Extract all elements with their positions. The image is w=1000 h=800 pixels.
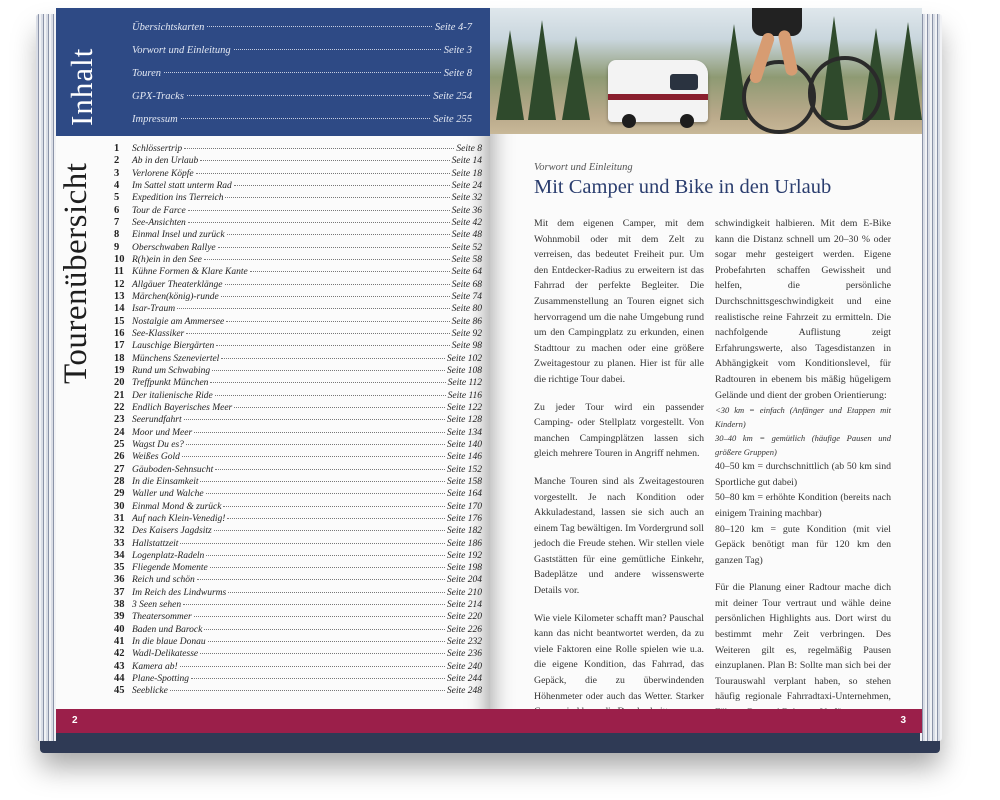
tour-number: 34 — [114, 549, 125, 561]
leader-dots — [227, 234, 450, 235]
tour-page: Seite 248 — [446, 686, 482, 697]
leader-dots — [188, 222, 450, 223]
tour-number: 32 — [114, 525, 125, 537]
tour-number: 17 — [114, 340, 125, 352]
tour-number: 38 — [114, 599, 125, 611]
contents-entry[interactable] — [132, 45, 472, 68]
tour-name: Im Reich des Lindwurms — [132, 587, 227, 598]
tour-number: 35 — [114, 562, 125, 574]
tour-number: 39 — [114, 611, 125, 623]
page-number: 2 — [72, 715, 78, 726]
tour-row[interactable] — [114, 414, 482, 426]
leader-dots — [218, 247, 450, 248]
leader-dots — [183, 604, 445, 605]
camper-wheel — [680, 114, 694, 128]
tour-page: Seite 210 — [446, 587, 482, 598]
tree — [496, 30, 524, 120]
tour-page: Seite 170 — [446, 501, 482, 512]
tour-row[interactable] — [114, 562, 482, 574]
tour-name: Verlorene Köpfe — [132, 168, 194, 179]
tour-name: Reich und schön — [132, 575, 195, 586]
paragraph: Manche Touren sind als Zweitagestouren vorgestellt. Je nach Kondition oder Akkuladestand, lassen sie sich auch an einem Tag bewältigen. Im Vordergrund soll jedoch die Freude stehen. Wir stellen viele Gaststätten für eine gemütliche Einkehr, Badeplätze und andere wissenswerte Details vor. — [534, 475, 705, 597]
contents-entry[interactable] — [132, 68, 472, 91]
tour-number: 5 — [114, 192, 120, 204]
tree — [562, 36, 590, 120]
tour-name: Auf nach Klein-Venedig! — [132, 513, 226, 524]
paragraph: schwindigkeit halbieren. Mit dem E-Bike kann die Distanz schnell um 20–30 % oder sogar mehr gesteigert werden. Eigene Probefahrten schaffen Gewissheit und helfen, die persönliche Durchschnittsgeschwindigkeit und eine realistische reine Fahrzeit zu ermitteln. Die nachfolgende Auflistung zeigt Erfahrungswerte, also Tagesdistanzen in Abhängigkeit vom Konditionslevel, für Radtouren in ebenem bis mäßig hügeligem Gelände und dient der groben Orientierung: — [715, 218, 891, 401]
tour-number: 29 — [114, 488, 125, 500]
leader-dots — [228, 592, 445, 593]
tour-name: Einmal Mond & zurück — [132, 501, 222, 512]
tour-row[interactable] — [114, 488, 482, 500]
leader-dots — [184, 148, 454, 149]
tour-name: Theatersommer — [132, 612, 192, 623]
tour-name: Hallstattzeit — [132, 538, 179, 549]
tour-number: 9 — [114, 241, 120, 253]
tour-row[interactable] — [114, 661, 482, 673]
tour-row[interactable] — [114, 365, 482, 377]
tour-number: 30 — [114, 500, 125, 512]
leader-dots — [200, 653, 445, 654]
tour-name: Logenplatz-Radeln — [132, 550, 205, 561]
tour-page: Seite 220 — [446, 612, 482, 623]
tour-list — [114, 143, 482, 698]
tour-name: Baden und Barock — [132, 624, 203, 635]
leader-dots — [234, 49, 441, 50]
tour-number: 22 — [114, 401, 125, 413]
leader-dots — [186, 444, 445, 445]
tour-name: Expedition ins Tierreich — [132, 193, 224, 204]
entry-page: Seite 3 — [443, 45, 472, 56]
leader-dots — [226, 321, 449, 322]
leader-dots — [170, 690, 445, 691]
left-page — [56, 8, 490, 733]
distance-level: 30–40 km = gemütlich (häufige Pausen und größere Gruppen) — [715, 433, 891, 458]
entry-page: Seite 8 — [443, 68, 472, 79]
tour-row[interactable] — [114, 685, 482, 697]
contents-entry[interactable] — [132, 114, 472, 137]
tour-name: Plane-Spotting — [132, 674, 189, 685]
tour-row[interactable] — [114, 451, 482, 463]
tour-number: 15 — [114, 315, 125, 327]
leader-dots — [182, 456, 445, 457]
cyclist — [752, 8, 802, 36]
tour-page: Seite 42 — [451, 217, 482, 228]
tour-number: 12 — [114, 278, 125, 290]
leader-dots — [210, 567, 445, 568]
leader-dots — [206, 493, 445, 494]
tour-number: 1 — [114, 143, 120, 154]
tour-number: 20 — [114, 377, 125, 389]
tour-name: Tour de Farce — [132, 205, 186, 216]
tour-number: 8 — [114, 229, 120, 241]
contents-list — [132, 22, 472, 137]
tour-number: 41 — [114, 636, 125, 648]
tour-number: 7 — [114, 216, 120, 228]
tour-number: 13 — [114, 290, 125, 302]
tour-name: Seeblicke — [132, 686, 168, 697]
camper-stripe — [608, 94, 708, 100]
paragraph: Zu jeder Tour wird ein passender Camping- oder Stellplatz vorgestellt. Von manchen Campingplätzen lassen sich gleich mehrere Touren in Angriff nehmen. — [534, 401, 704, 460]
tour-page: Seite 204 — [446, 575, 482, 586]
entry-label: Impressum — [132, 114, 178, 125]
camper-wheel — [622, 114, 636, 128]
tour-page: Seite 236 — [446, 649, 482, 660]
tour-number: 31 — [114, 512, 125, 524]
tour-number: 6 — [114, 204, 120, 216]
text-column-left — [534, 216, 704, 720]
tour-row[interactable] — [114, 340, 482, 352]
tour-name: Ab in den Urlaub — [132, 156, 199, 167]
tour-name: Der italienische Ride — [132, 390, 213, 401]
leader-dots — [164, 72, 441, 73]
tour-name: Wagst Du es? — [132, 439, 184, 450]
tour-page: Seite 58 — [451, 254, 482, 265]
tour-page: Seite 98 — [451, 341, 482, 352]
tour-name: See-Ansichten — [132, 217, 186, 228]
leader-dots — [221, 296, 450, 297]
tour-page: Seite 18 — [451, 168, 482, 179]
tour-name: Einmal Insel und zurück — [132, 230, 225, 241]
tour-name: Gäuboden-Sehnsucht — [132, 464, 214, 475]
tree — [528, 20, 556, 120]
contents-header — [56, 8, 490, 136]
tour-name: Endlich Bayerisches Meer — [132, 402, 233, 413]
tour-number: 24 — [114, 426, 125, 438]
camper-window — [670, 74, 698, 90]
tour-row[interactable] — [114, 574, 482, 586]
tour-name: Kamera ab! — [132, 661, 178, 672]
contents-entry[interactable] — [132, 22, 472, 45]
tour-name: See-Klassiker — [132, 328, 185, 339]
tour-name: In die blaue Donau — [132, 637, 206, 648]
tour-page: Seite 140 — [446, 439, 482, 450]
leader-dots — [204, 629, 445, 630]
tour-page: Seite 112 — [447, 378, 482, 389]
leader-dots — [214, 530, 445, 531]
tour-page: Seite 122 — [446, 402, 482, 413]
leader-dots — [200, 160, 449, 161]
leader-dots — [187, 95, 430, 96]
tour-number: 19 — [114, 364, 125, 376]
entry-label: Vorwort und Einleitung — [132, 45, 231, 56]
tour-number: 18 — [114, 352, 125, 364]
tour-page: Seite 80 — [451, 304, 482, 315]
leader-dots — [184, 419, 445, 420]
leader-dots — [181, 118, 431, 119]
tour-number: 10 — [114, 253, 125, 265]
leader-dots — [180, 543, 444, 544]
tour-name: Seerundfahrt — [132, 415, 182, 426]
distance-level: <30 km = einfach (Anfänger und Etappen mit Kindern) — [715, 405, 891, 430]
tour-row[interactable] — [114, 316, 482, 328]
entry-label: Übersichtskarten — [132, 22, 205, 33]
tour-number: 43 — [114, 660, 125, 672]
tour-row[interactable] — [114, 427, 482, 439]
distance-level: 40–50 km = durchschnittlich (ab 50 km sind Sportliche gut dabei) — [715, 461, 891, 488]
tour-page: Seite 128 — [446, 415, 482, 426]
tour-row[interactable] — [114, 587, 482, 599]
distance-level: 80–120 km = gute Kondition (mit viel Gepäck benötigt man für 120 km den ganzen Tag) — [715, 523, 891, 566]
tour-page: Seite 32 — [451, 193, 482, 204]
tour-name: Im Sattel statt unterm Rad — [132, 180, 232, 191]
tour-row[interactable] — [114, 353, 482, 365]
tour-page: Seite 92 — [451, 328, 482, 339]
tour-name: Treffpunkt München — [132, 378, 209, 389]
entry-label: GPX-Tracks — [132, 91, 184, 102]
tour-name: Kühne Formen & Klare Kante — [132, 267, 248, 278]
leader-dots — [180, 666, 445, 667]
tour-row[interactable] — [114, 525, 482, 537]
tour-name: Waller und Walche — [132, 489, 204, 500]
bike-wheel — [808, 56, 882, 130]
tour-name: Schlössertrip — [132, 144, 183, 154]
entry-page: Seite 4-7 — [434, 22, 472, 33]
tour-name: Wadl-Delikatesse — [132, 649, 199, 660]
tour-number: 33 — [114, 537, 125, 549]
tour-name: Moor und Meer — [132, 427, 193, 438]
page-number: 3 — [900, 715, 906, 726]
tour-page: Seite 86 — [451, 316, 482, 327]
tour-row[interactable] — [114, 624, 482, 636]
tour-page: Seite 134 — [446, 427, 482, 438]
tour-row[interactable] — [114, 217, 482, 229]
tour-name: Oberschwaben Rallye — [132, 242, 216, 253]
tour-number: 28 — [114, 475, 125, 487]
tour-page: Seite 36 — [451, 205, 482, 216]
tour-number: 3 — [114, 167, 120, 179]
tour-row[interactable] — [114, 254, 482, 266]
tour-number: 36 — [114, 574, 125, 586]
tour-number: 2 — [114, 155, 120, 167]
tour-name: Fliegende Momente — [132, 563, 208, 574]
tour-row[interactable] — [114, 279, 482, 291]
tour-name: Märchen(könig)-runde — [132, 291, 219, 302]
tour-row[interactable] — [114, 673, 482, 685]
tours-overview-title: Tourenübersicht — [58, 162, 94, 384]
tour-number: 27 — [114, 463, 125, 475]
tour-page: Seite 52 — [451, 242, 482, 253]
tour-row[interactable] — [114, 611, 482, 623]
tree — [894, 22, 922, 120]
tour-row[interactable] — [114, 476, 482, 488]
tour-row[interactable] — [114, 155, 482, 167]
tour-number: 25 — [114, 438, 125, 450]
tour-row[interactable] — [114, 550, 482, 562]
tour-name: Rund um Schwabing — [132, 365, 211, 376]
camper-van — [608, 60, 708, 122]
leader-dots — [177, 308, 450, 309]
tour-number: 14 — [114, 303, 125, 315]
entry-label: Touren — [132, 68, 161, 79]
tour-name: Nostalgie am Ammersee — [132, 316, 225, 327]
leader-dots — [250, 271, 450, 272]
leader-dots — [212, 370, 445, 371]
tour-name: Isar-Traum — [132, 304, 176, 315]
leader-dots — [225, 284, 450, 285]
tour-number: 23 — [114, 414, 125, 426]
tour-page: Seite 214 — [446, 600, 482, 611]
tour-row[interactable] — [114, 291, 482, 303]
leader-dots — [197, 579, 445, 580]
page-edge-right — [920, 14, 942, 741]
tour-row[interactable] — [114, 377, 482, 389]
leader-dots — [194, 432, 445, 433]
tour-page: Seite 198 — [446, 563, 482, 574]
tour-number: 11 — [114, 266, 124, 278]
tour-page: Seite 176 — [446, 513, 482, 524]
leader-dots — [194, 616, 445, 617]
tour-page: Seite 152 — [446, 464, 482, 475]
tour-number: 37 — [114, 586, 125, 598]
leader-dots — [200, 481, 444, 482]
paragraph: Wie viele Kilometer schafft man? Pauschal kann das nicht beantwortet werden, da zu viele Faktoren eine Rolle spielen wie u.a. die eigene Kondition, das Fahrrad, das Gepäck, die zu überwindenden Höhenmeter oder auch das Wetter. Starker — [534, 612, 704, 702]
tour-row[interactable] — [114, 648, 482, 660]
entry-page: Seite 255 — [433, 114, 472, 125]
leader-dots — [206, 555, 445, 556]
tour-page: Seite 48 — [451, 230, 482, 241]
tour-row[interactable] — [114, 192, 482, 204]
tour-page: Seite 146 — [446, 452, 482, 463]
tour-row[interactable] — [114, 242, 482, 254]
tour-number: 21 — [114, 389, 125, 401]
tour-number: 40 — [114, 623, 125, 635]
tour-name: In die Einsamkeit — [132, 476, 199, 487]
tour-number: 16 — [114, 327, 125, 339]
text-column-right — [715, 216, 891, 721]
leader-dots — [234, 185, 450, 186]
tour-number: 44 — [114, 673, 125, 685]
tour-row[interactable] — [114, 402, 482, 414]
tour-name: Lauschige Biergärten — [132, 341, 215, 352]
tour-page: Seite 240 — [446, 661, 482, 672]
tour-number: 26 — [114, 451, 125, 463]
tour-row[interactable] — [114, 328, 482, 340]
leader-dots — [186, 333, 449, 334]
leader-dots — [223, 506, 444, 507]
leader-dots — [207, 26, 432, 27]
tour-row[interactable] — [114, 599, 482, 611]
tour-row[interactable] — [114, 143, 482, 155]
tour-row[interactable] — [114, 501, 482, 513]
tour-row[interactable] — [114, 205, 482, 217]
tour-page: Seite 158 — [446, 476, 482, 487]
leader-dots — [208, 641, 445, 642]
tour-page: Seite 192 — [446, 550, 482, 561]
tour-page: Seite 64 — [451, 267, 482, 278]
leader-dots — [227, 518, 445, 519]
leader-dots — [221, 358, 445, 359]
tour-page: Seite 116 — [447, 390, 482, 401]
camper-bike-photo — [490, 8, 922, 134]
tour-page: Seite 186 — [446, 538, 482, 549]
leader-dots — [191, 678, 445, 679]
contents-entry[interactable] — [132, 91, 472, 114]
tour-page: Seite 102 — [446, 353, 482, 364]
leader-dots — [234, 407, 445, 408]
leader-dots — [215, 469, 445, 470]
tour-number: 42 — [114, 648, 125, 660]
tour-page: Seite 108 — [446, 365, 482, 376]
leader-dots — [215, 395, 446, 396]
tour-row[interactable] — [114, 180, 482, 192]
tour-name: Allgäuer Theaterklänge — [132, 279, 223, 290]
page-edge-left — [36, 14, 56, 741]
tour-row[interactable] — [114, 303, 482, 315]
tour-row[interactable] — [114, 439, 482, 451]
tour-name: 3 Seen sehen — [132, 600, 182, 611]
tour-name: Des Kaisers Jagdsitz — [132, 526, 212, 537]
leader-dots — [216, 345, 449, 346]
tour-page: Seite 8 — [456, 144, 482, 154]
leader-dots — [225, 197, 449, 198]
tour-row[interactable] — [114, 390, 482, 402]
tour-row[interactable] — [114, 538, 482, 550]
tour-row[interactable] — [114, 636, 482, 648]
section-title: Mit Camper und Bike in den Urlaub — [534, 176, 832, 198]
tour-number: 45 — [114, 685, 125, 697]
section-kicker: Vorwort und Einleitung — [534, 162, 633, 173]
tour-name: Weißes Gold — [132, 452, 180, 463]
tour-row[interactable] — [114, 513, 482, 525]
right-page — [490, 8, 922, 733]
paragraph: Für die Planung einer Radtour mache dich mit deiner Tour vertraut und wähle deine persönlichen Highlights aus. Dort wirst du bestimmt mehr Zeit verbringen. Des Weiteren gilt es, regelmäßig Pausen einzuplanen. Plan B: Sollte man sich bei der Tourauswahl verplant haben, so stehen häufig regionale Fahrradtaxi-Unternehmen, — [715, 582, 891, 703]
tour-page: Seite 244 — [446, 674, 482, 685]
tour-row[interactable] — [114, 168, 482, 180]
footer-bar — [56, 709, 490, 733]
tour-row[interactable] — [114, 464, 482, 476]
tour-page: Seite 74 — [451, 291, 482, 302]
entry-page: Seite 254 — [433, 91, 472, 102]
leader-dots — [188, 210, 450, 211]
tour-page: Seite 14 — [451, 156, 482, 167]
tour-name: Münchens Szeneviertel — [132, 353, 220, 364]
leader-dots — [204, 259, 450, 260]
tour-page: Seite 68 — [451, 279, 482, 290]
tour-name: R(h)ein in den See — [132, 254, 202, 265]
tour-page: Seite 232 — [446, 637, 482, 648]
tour-row[interactable] — [114, 266, 482, 278]
tour-row[interactable] — [114, 229, 482, 241]
distance-level: 50–80 km = erhöhte Kondition (bereits nach einigem Training machbar) — [715, 492, 891, 519]
footer-bar — [490, 709, 922, 733]
tour-number: 4 — [114, 179, 120, 191]
contents-title: Inhalt — [64, 47, 99, 126]
leader-dots — [196, 173, 450, 174]
paragraph: Mit dem eigenen Camper, mit dem Wohnmobil oder mit dem Zelt zu verreisen, das bedeutet Freiheit pur. Um den Entdecker-Radius zu erweitern ist das Fahrrad der perfekte Begleiter. Die Zusammenstellung an Touren eignet sich hervorragend um die nahe Umgebung rund um den Campingplatz zu erkunden, einen Stadttour zu machen oder eine größere Zweitagestour zu planen. Hier ist für alle die richtige Tour dabei. — [534, 218, 704, 385]
tour-page: Seite 164 — [446, 489, 482, 500]
tour-page: Seite 182 — [446, 526, 482, 537]
tour-page: Seite 24 — [451, 180, 482, 191]
tour-page: Seite 226 — [446, 624, 482, 635]
leader-dots — [210, 382, 445, 383]
